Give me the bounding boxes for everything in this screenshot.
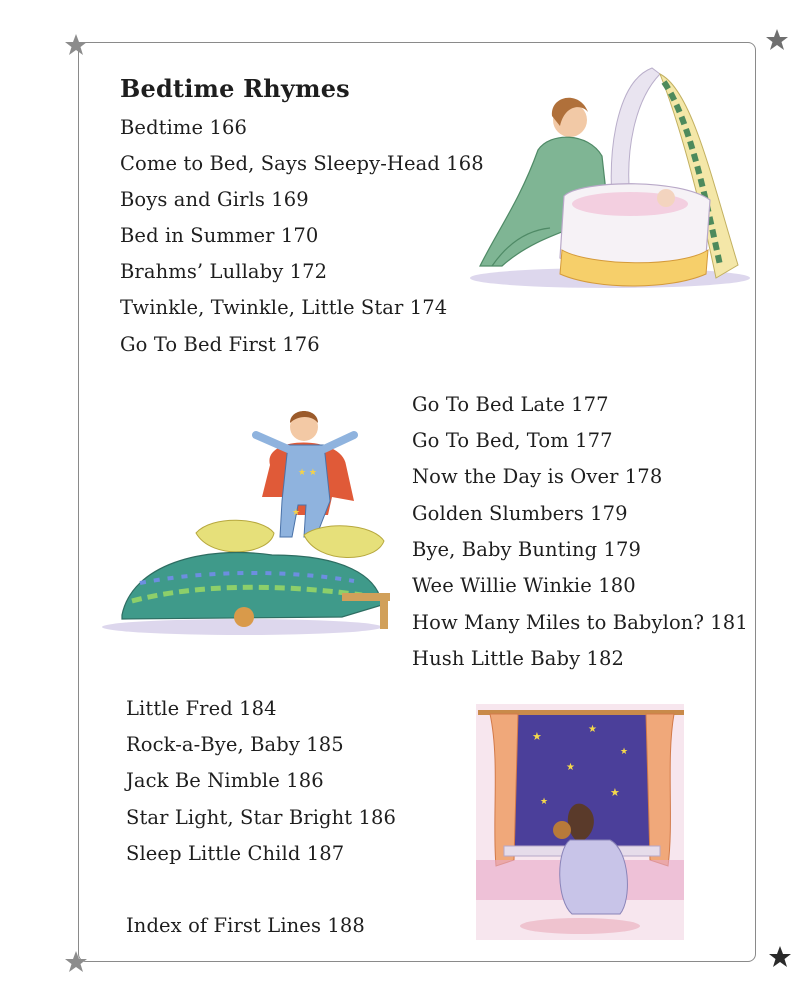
toc-entry: Hush Little Baby 182 <box>412 647 625 670</box>
section-title: Bedtime Rhymes <box>120 74 350 103</box>
toc-entry: Now the Day is Over 178 <box>412 465 663 488</box>
toc-entry: Go To Bed, Tom 177 <box>412 429 613 452</box>
corner-star-icon <box>64 33 88 57</box>
toc-entry: Brahms’ Lullaby 172 <box>120 260 328 283</box>
toc-entry: Rock-a-Bye, Baby 185 <box>126 733 344 756</box>
toc-entry: Little Fred 184 <box>126 697 277 720</box>
toc-entry: Go To Bed First 176 <box>120 333 320 356</box>
toc-entry: Bedtime 166 <box>120 116 247 139</box>
boy-jumping-bed-illustration <box>92 405 402 640</box>
mother-cradle-illustration <box>420 60 750 300</box>
corner-star-icon <box>768 945 792 969</box>
toc-entry: How Many Miles to Babylon? 181 <box>412 611 748 634</box>
index-entry: Index of First Lines 188 <box>126 914 365 937</box>
svg-text:★ ★: ★ ★ <box>298 468 317 478</box>
svg-text:★: ★ <box>540 797 549 807</box>
toc-entry: Come to Bed, Says Sleepy-Head 168 <box>120 152 484 175</box>
svg-text:★: ★ <box>610 786 620 799</box>
svg-text:★: ★ <box>588 724 597 735</box>
toc-entry: Bed in Summer 170 <box>120 224 319 247</box>
svg-text:★: ★ <box>620 747 629 757</box>
toc-entry: Sleep Little Child 187 <box>126 842 345 865</box>
svg-text:★: ★ <box>566 762 575 773</box>
toc-entry: Jack Be Nimble 186 <box>126 769 324 792</box>
toc-entry: Bye, Baby Bunting 179 <box>412 538 642 561</box>
toc-entry: Wee Willie Winkie 180 <box>412 574 636 597</box>
corner-star-icon <box>64 950 88 974</box>
corner-star-icon <box>765 28 789 52</box>
svg-text:★: ★ <box>292 508 301 518</box>
toc-entry: Boys and Girls 169 <box>120 188 309 211</box>
toc-entry: Twinkle, Twinkle, Little Star 174 <box>120 296 448 319</box>
toc-entry: Go To Bed Late 177 <box>412 393 609 416</box>
child-window-illustration <box>470 700 690 945</box>
toc-entry: Star Light, Star Bright 186 <box>126 806 397 829</box>
toc-entry: Golden Slumbers 179 <box>412 502 628 525</box>
svg-text:★: ★ <box>532 730 542 743</box>
